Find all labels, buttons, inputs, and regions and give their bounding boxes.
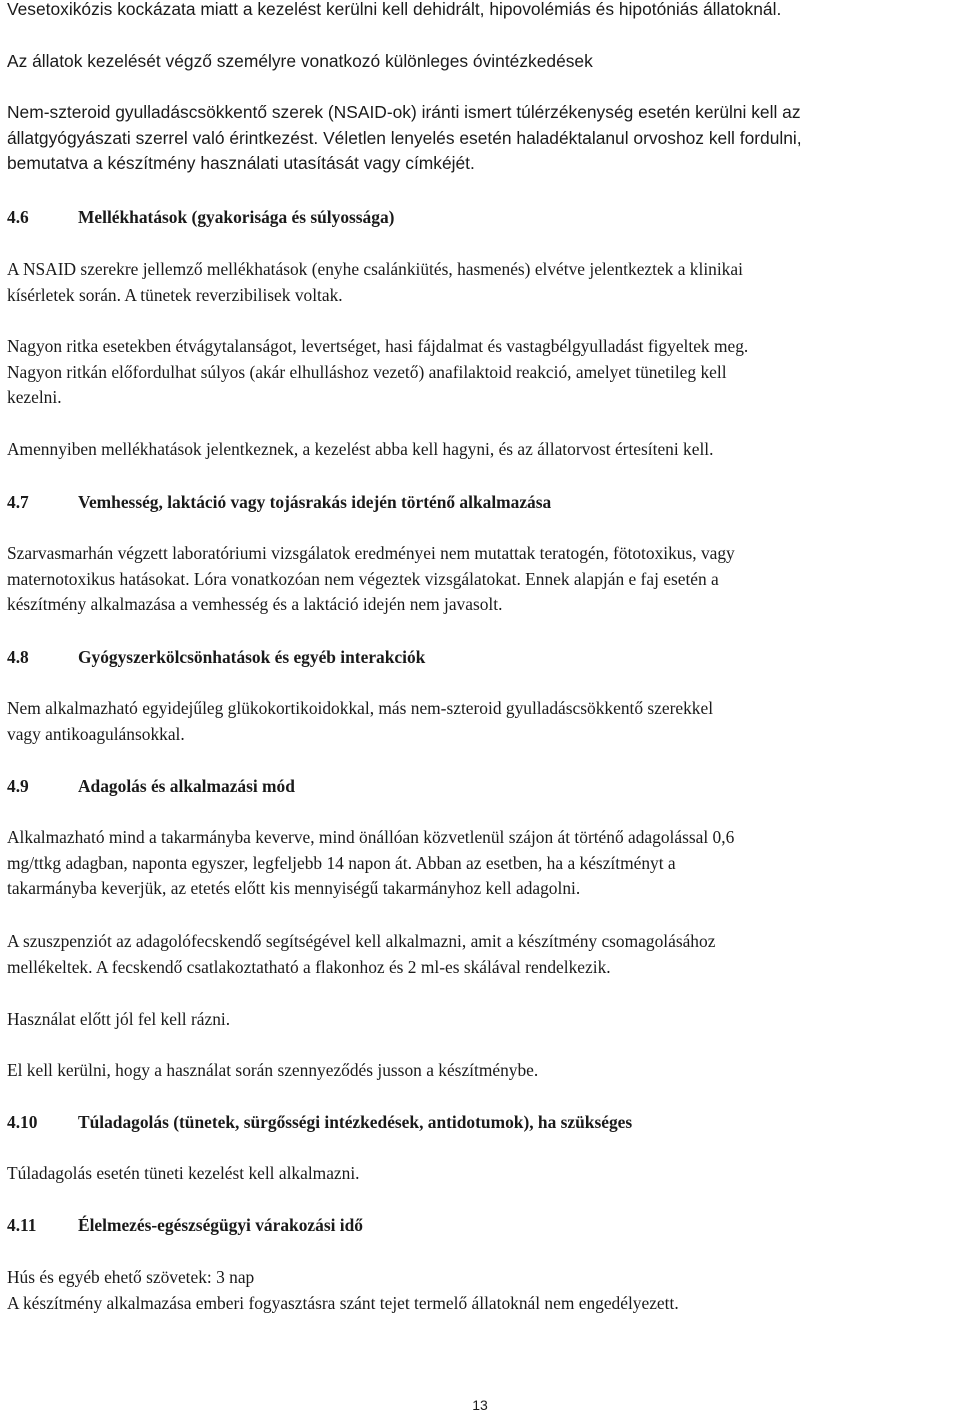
text-line: A szuszpenziót az adagolófecskendő segítségével kell alkalmazni, amit a készítmény csomagolásához (7, 931, 716, 951)
paragraph-pregnancy (7, 541, 955, 618)
text-line: állatgyógyászati szerrel való érintkezést. Véletlen lenyelés esetén haladéktalanul orvoshoz kell fordulni, (7, 127, 802, 148)
text-line: mg/ttkg adagban, naponta egyszer, legfeljebb 14 napon át. Abban az esetben, ha a készítményt a (7, 852, 676, 873)
text-line: kezelni. (7, 387, 62, 407)
text-line: Használat előtt jól fel kell rázni. (7, 1009, 231, 1029)
section-number: 4.6 (7, 207, 29, 227)
text-line: El kell kerülni, hogy a használat során szennyeződés jusson a készítménybe. (7, 1060, 539, 1080)
section-number: 4.10 (7, 1112, 38, 1132)
section-title: Adagolás és alkalmazási mód (78, 776, 295, 796)
paragraph-operator-precautions (7, 100, 955, 177)
text-line: Hús és egyéb ehető szövetek: 3 nap (7, 1267, 255, 1287)
text-line: Túladagolás esetén tüneti kezelést kell alkalmazni. (7, 1163, 360, 1183)
section-heading-4-6 (7, 205, 394, 231)
section-heading-4-9 (7, 774, 295, 800)
text-line: vagy antikoagulánsokkal. (7, 723, 185, 744)
paragraph-overdose (7, 1161, 955, 1187)
section-title: Túladagolás (tünetek, sürgősségi intézkedések, antidotumok), ha szükséges (78, 1112, 633, 1132)
page-number: 13 (472, 1397, 488, 1413)
text-line: Alkalmazható mind a takarmányba keverve, mind önállóan közvetlenül szájon át történő adagolással 0,6 (7, 827, 735, 847)
section-heading-4-10 (7, 1110, 632, 1136)
text-line: kísérletek során. A tünetek reverzibilisek voltak. (7, 284, 343, 305)
section-number: 4.9 (7, 776, 29, 796)
text-line: takarmányba keverjük, az etetés előtt kis mennyiségű takarmányhoz kell adagolni. (7, 878, 581, 898)
text-line: Szarvasmarhán végzett laboratóriumi vizsgálatok eredményei nem mutattak teratogén, fötotoxikus, vagy (7, 543, 735, 563)
text-line: készítmény alkalmazása a vemhesség és a laktáció idején nem javasolt. (7, 594, 503, 614)
paragraph-rare-effects (7, 334, 955, 411)
paragraph-adverse-effects (7, 257, 955, 308)
section-title: Gyógyszerkölcsönhatások és egyéb interakciók (78, 647, 426, 667)
text-line: Nem alkalmazható egyidejűleg glükokortikoidokkal, más nem-szteroid gyulladáscsökkentő szerekkel (7, 698, 714, 718)
paragraph-nephrotoxicity (7, 0, 955, 23)
text-line: Vesetoxikózis kockázata miatt a kezelést kerülni kell dehidrált, hipovolémiás és hipotóniás állatoknál. (7, 0, 782, 19)
text-line: A NSAID szerekre jellemző mellékhatások (enyhe csalánkiütés, hasmenés) elvétve jelentkeztek a klinikai (7, 259, 743, 279)
text-line: Amennyiben mellékhatások jelentkeznek, a kezelést abba kell hagyni, és az állatorvost értesíteni kell. (7, 439, 714, 459)
operator-precautions-heading (7, 49, 955, 75)
paragraph-withdrawal (7, 1265, 955, 1316)
paragraph-syringe (7, 929, 955, 980)
section-title: Mellékhatások (gyakorisága és súlyossága) (78, 207, 395, 227)
section-number: 4.8 (7, 647, 29, 667)
section-title: Vemhesség, laktáció vagy tojásrakás idején történő alkalmazása (78, 492, 552, 512)
text-line: Nagyon ritkán előfordulhat súlyos (akár elhulláshoz vezető) anafilaktoid reakció, amelyet tünetileg kell (7, 361, 727, 382)
section-heading-4-11 (7, 1213, 363, 1239)
section-heading-4-7 (7, 490, 551, 516)
text-line: mellékeltek. A fecskendő csatlakoztatható a flakonhoz és 2 ml-es skálával rendelkezik. (7, 956, 611, 977)
text-line: Nagyon ritka esetekben étvágytalanságot, levertséget, hasi fájdalmat és vastagbélgyulladást figyeltek meg. (7, 336, 749, 356)
text-line: bemutatva a készítmény használati utasítását vagy címkéjét. (7, 153, 475, 173)
section-heading-4-8 (7, 645, 425, 671)
text-line: A készítmény alkalmazása emberi fogyasztásra szánt tejet termelő állatoknál nem engedélyezett. (7, 1292, 679, 1313)
paragraph-dosage (7, 825, 955, 902)
paragraph-contamination (7, 1058, 955, 1084)
paragraph-stop-treatment (7, 437, 955, 463)
paragraph-shake (7, 1007, 955, 1033)
text-line: Nem-szteroid gyulladáscsökkentő szerek (NSAID-ok) iránti ismert túlérzékenység esetén kerülni kell az (7, 102, 801, 122)
section-number: 4.7 (7, 492, 29, 512)
section-number: 4.11 (7, 1215, 37, 1235)
section-title: Élelmezés-egészségügyi várakozási idő (78, 1215, 363, 1235)
text-line: maternotoxikus hatásokat. Lóra vonatkozóan nem végeztek vizsgálatokat. Ennek alapján e faj esetén a (7, 568, 719, 589)
paragraph-interactions (7, 696, 955, 747)
subheading-text: Az állatok kezelését végző személyre vonatkozó különleges óvintézkedések (7, 51, 593, 71)
